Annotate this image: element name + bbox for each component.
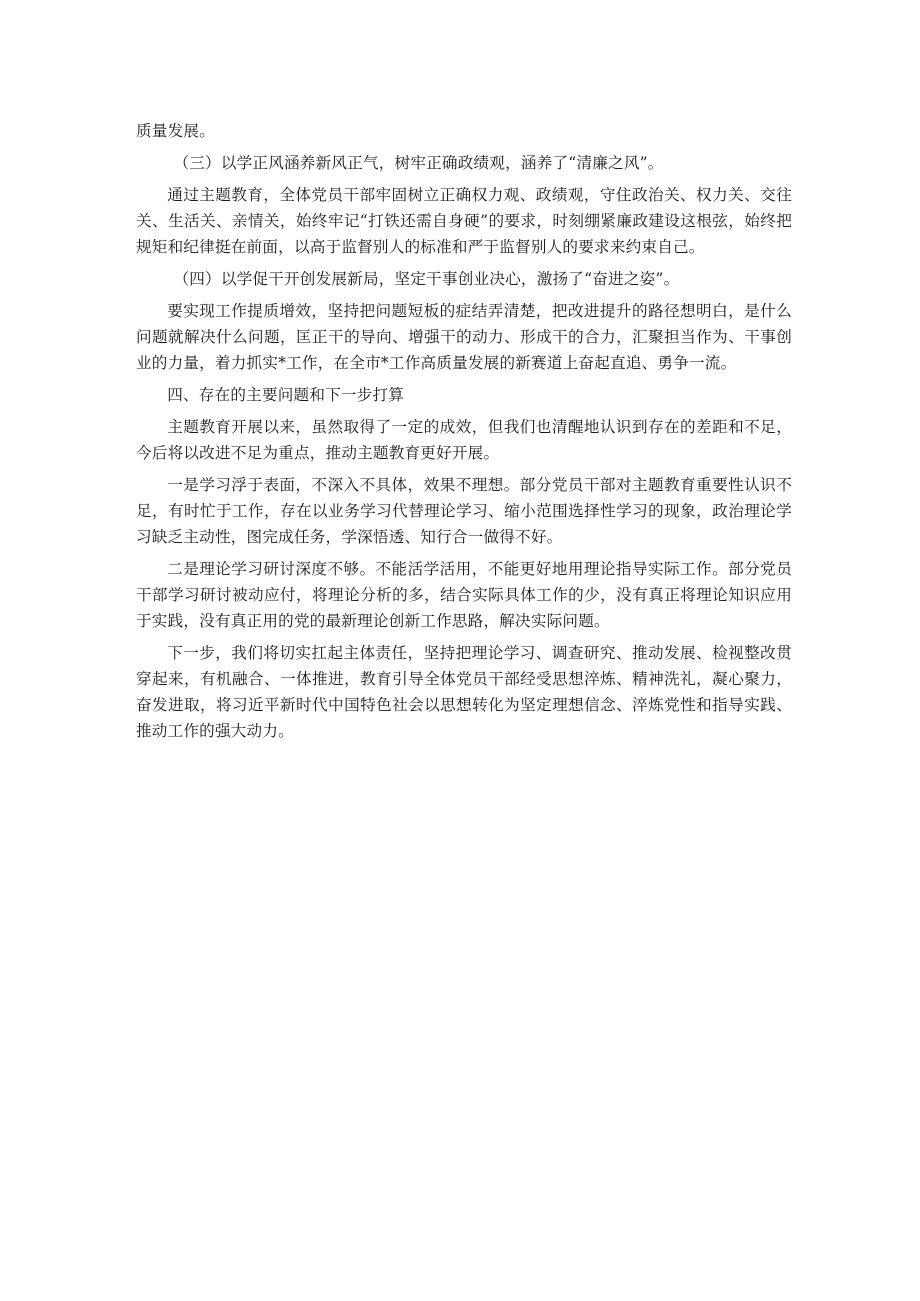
paragraph-problem-two: 二是理论学习研讨深度不够。不能活学活用，不能更好地用理论指导实际工作。部分党员干部学习研讨被动应付，将理论分析的多，结合实际具体工作的少，没有真正将理论知识应用于实践，没有真正用的党的最新理论创新工作思路，解决实际问题。 [136,560,792,630]
subheading-three: （三）以学正风涵养新风正气，树牢正确政绩观，涵养了“清廉之风”。 [173,154,664,172]
paragraph-problem-one: 一是学习浮于表面，不深入不具体，效果不理想。部分党员干部对主题教育重要性认识不足，有时忙于工作，存在以业务学习代替理论学习、缩小范围选择性学习的现象，政治理论学习缺乏主动性，图完成任务，学深悟透、知行合一做得不好。 [136,476,792,546]
paragraph-continued: 质量发展。 [136,122,215,140]
paragraph-next-steps: 下一步，我们将切实扛起主体责任，坚持把理论学习、调查研究、推动发展、检视整改贯穿起来，有机融合、一体推进，教育引导全体党员干部经受思想淬炼、精神洗礼，凝心聚力，奋发进取，将习近平新时代中国特色社会以思想转化为坚定理想信念、淬炼党性和指导实践、推动工作的强大动力。 [136,644,792,740]
document-body [136,118,792,750]
section-heading-problems: 四、存在的主要问题和下一步打算 [167,386,405,404]
paragraph-efficiency: 要实现工作提质增效，坚持把问题短板的症结弄清楚，把改进提升的路径想明白，是什么问题就解决什么问题，匡正干的导向、增强干的动力、形成干的合力，汇聚担当作为、干事创业的力量，着力抓实*工作，在全市*工作高质量发展的新赛道上奋起直追、勇争一流。 [136,302,792,372]
paragraph-integrity: 通过主题教育，全体党员干部牢固树立正确权力观、政绩观，守住政治关、权力关、交往关、生活关、亲情关，始终牢记“打铁还需自身硬”的要求，时刻绷紧廉政建设这根弦，始终把规矩和纪律挺在前面，以高于监督别人的标准和严于监督别人的要求来约束自己。 [136,186,792,256]
subheading-four: （四）以学促干开创发展新局，坚定干事创业决心，激扬了“奋进之姿”。 [173,270,680,288]
paragraph-problems-intro: 主题教育开展以来，虽然取得了一定的成效，但我们也清醒地认识到存在的差距和不足，今后将以改进不足为重点，推动主题教育更好开展。 [136,418,792,462]
